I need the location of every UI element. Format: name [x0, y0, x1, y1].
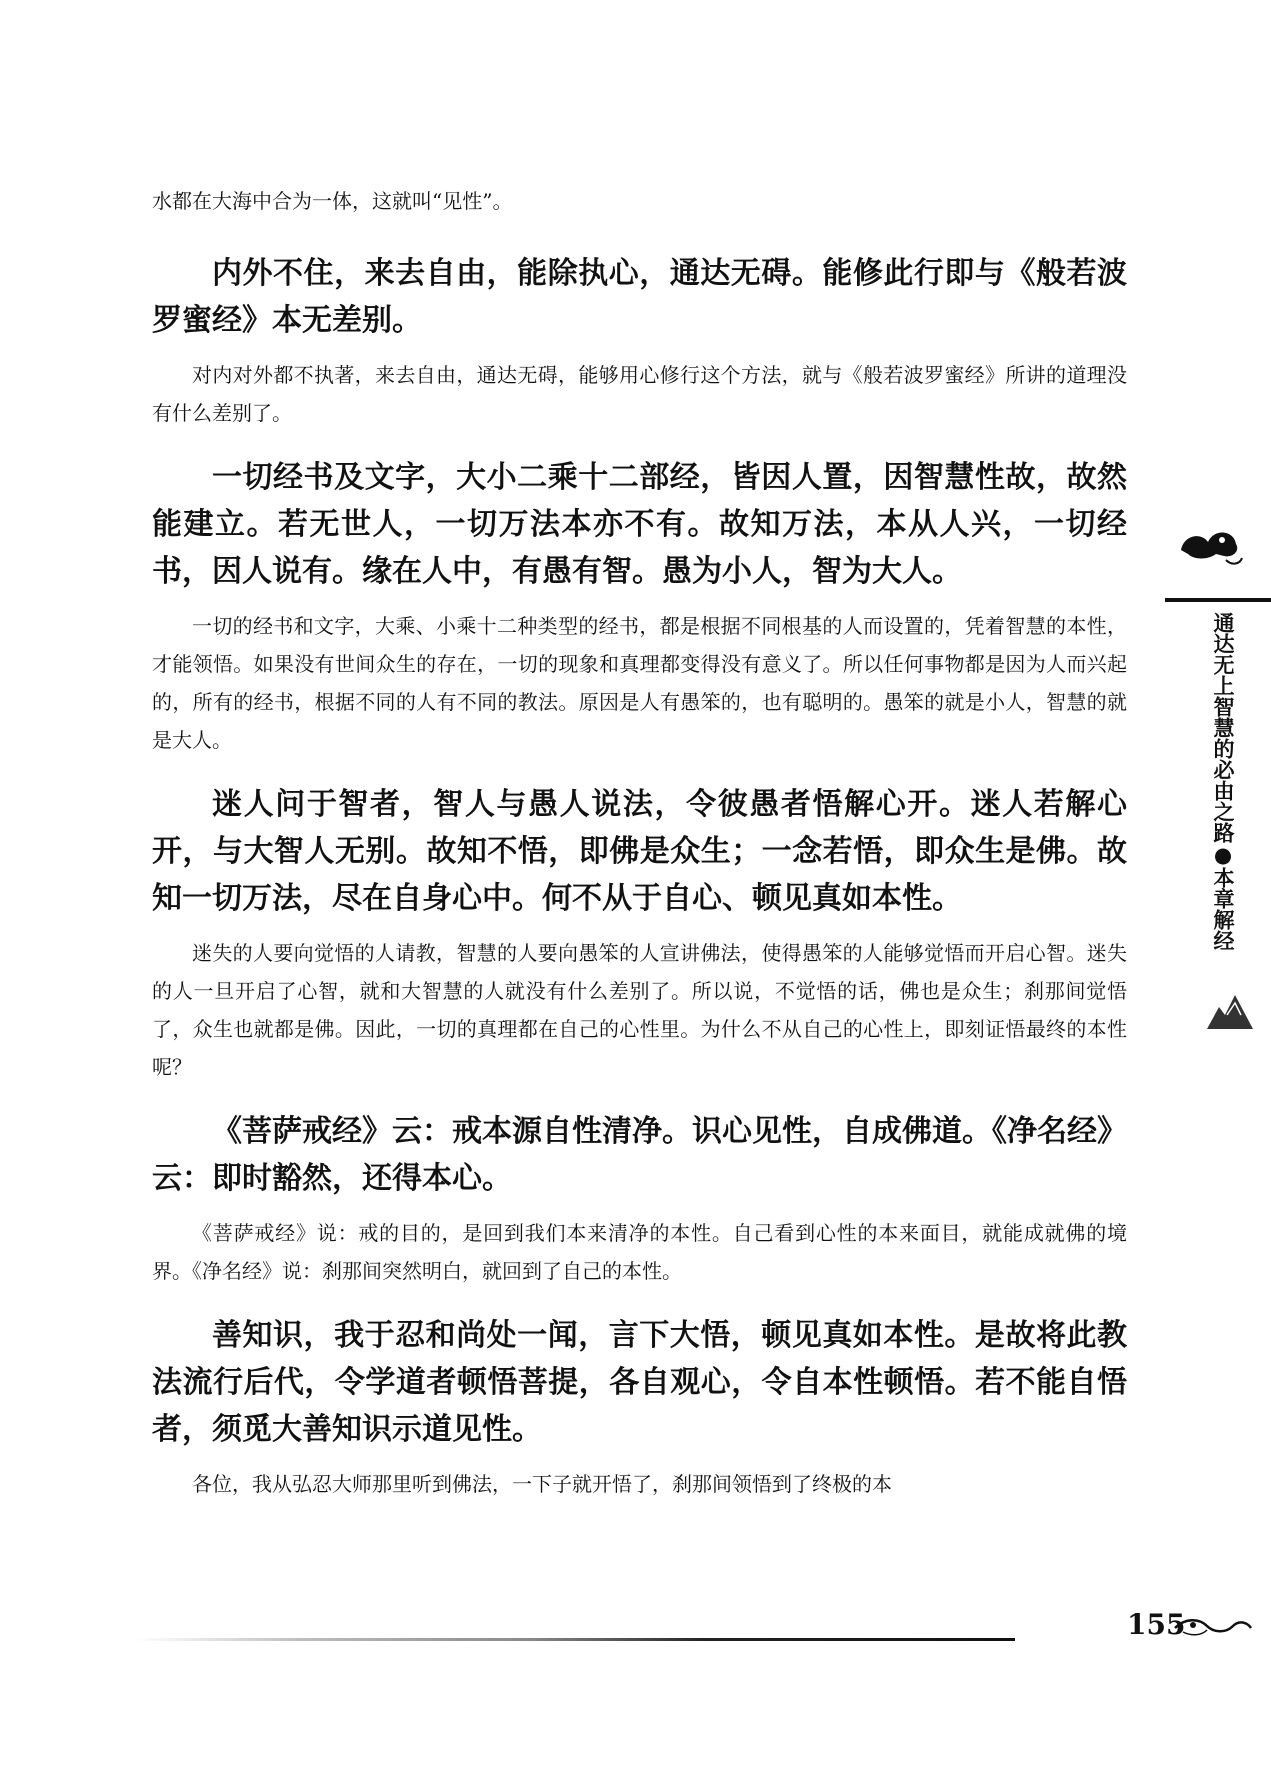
sutra-text: 《菩萨戒经》云：戒本源自性清净。识心见性，自成佛道。《净名经》云：即时豁然，还得本心。: [152, 1114, 1127, 1196]
page-number: 155: [1127, 1608, 1186, 1641]
commentary-text: 各位，我从弘忍大师那里听到佛法，一下子就开悟了，刹那间领悟到了终极的本: [192, 1472, 892, 1496]
page-body: [152, 188, 1127, 1525]
passage: [152, 454, 1127, 759]
footer-rule: [135, 1638, 1015, 1641]
commentary-text: 《菩萨戒经》说：戒的目的，是回到我们本来清净的本性。自己看到心性的本来面目，就能成就佛的境界。《净名经》说：刹那间突然明白，就回到了自己的本性。: [152, 1221, 1127, 1283]
intro-line: 水都在大海中合为一体，这就叫“见性”。: [152, 189, 513, 213]
commentary-text: 一切的经书和文字，大乘、小乘十二种类型的经书，都是根据不同根基的人而设置的，凭着智慧的本性，才能领悟。如果没有世间众生的存在，一切的现象和真理都变得没有意义了。所以任何事物都是因为人而兴起的，所有的经书，根据不同的人有不同的教法。原因是人有愚笨的，也有聪明的。愚笨的就是小人，智慧的就是大人。: [152, 614, 1127, 752]
side-divider: [1165, 598, 1271, 602]
sutra-text: 内外不住，来去自由，能除执心，通达无碍。能修此行即与《般若波罗蜜经》本无差别。: [152, 256, 1127, 338]
passage: [152, 250, 1127, 432]
commentary-text: 迷失的人要向觉悟的人请教，智慧的人要向愚笨的人宣讲佛法，使得愚笨的人能够觉悟而开启心智。迷失的人一旦开启了心智，就和大智慧的人就没有什么差别了。所以说，不觉悟的话，佛也是众生；刹那间觉悟了，众生也就都是佛。因此，一切的真理都在自己的心性里。为什么不从自己的心性上，即刻证悟最终的本性呢？: [152, 941, 1127, 1079]
passage: [152, 1108, 1127, 1290]
sutra-text: 迷人问于智者，智人与愚人说法，令彼愚者悟解心开。迷人若解心开，与大智人无别。故知不悟，即佛是众生；一念若悟，即众生是佛。故知一切万法，尽在自身心中。何不从于自心、顿见真如本性。: [152, 787, 1127, 916]
commentary-text: 对内对外都不执著，来去自由，通达无碍，能够用心修行这个方法，就与《般若波罗蜜经》所讲的道理没有什么差别了。: [152, 363, 1127, 425]
cloud-ornament-icon: [1176, 520, 1246, 570]
mountain-ornament-icon: [1205, 985, 1255, 1030]
passage: [152, 1312, 1127, 1503]
sutra-text: 一切经书及文字，大小二乘十二部经，皆因人置，因智慧性故，故然能建立。若无世人，一切万法本亦不有。故知万法，本从人兴，一切经书，因人说有。缘在人中，有愚有智。愚为小人，智为大人。: [152, 460, 1127, 589]
side-running-title: 通达无上智慧的必由之路●本章解经: [1211, 612, 1235, 951]
passage: [152, 781, 1127, 1086]
page-number-flourish-icon: [1173, 1614, 1253, 1640]
sutra-text: 善知识，我于忍和尚处一闻，言下大悟，顿见真如本性。是故将此教法流行后代，令学道者顿悟菩提，各自观心，令自本性顿悟。若不能自悟者，须觅大善知识示道见性。: [152, 1318, 1127, 1447]
